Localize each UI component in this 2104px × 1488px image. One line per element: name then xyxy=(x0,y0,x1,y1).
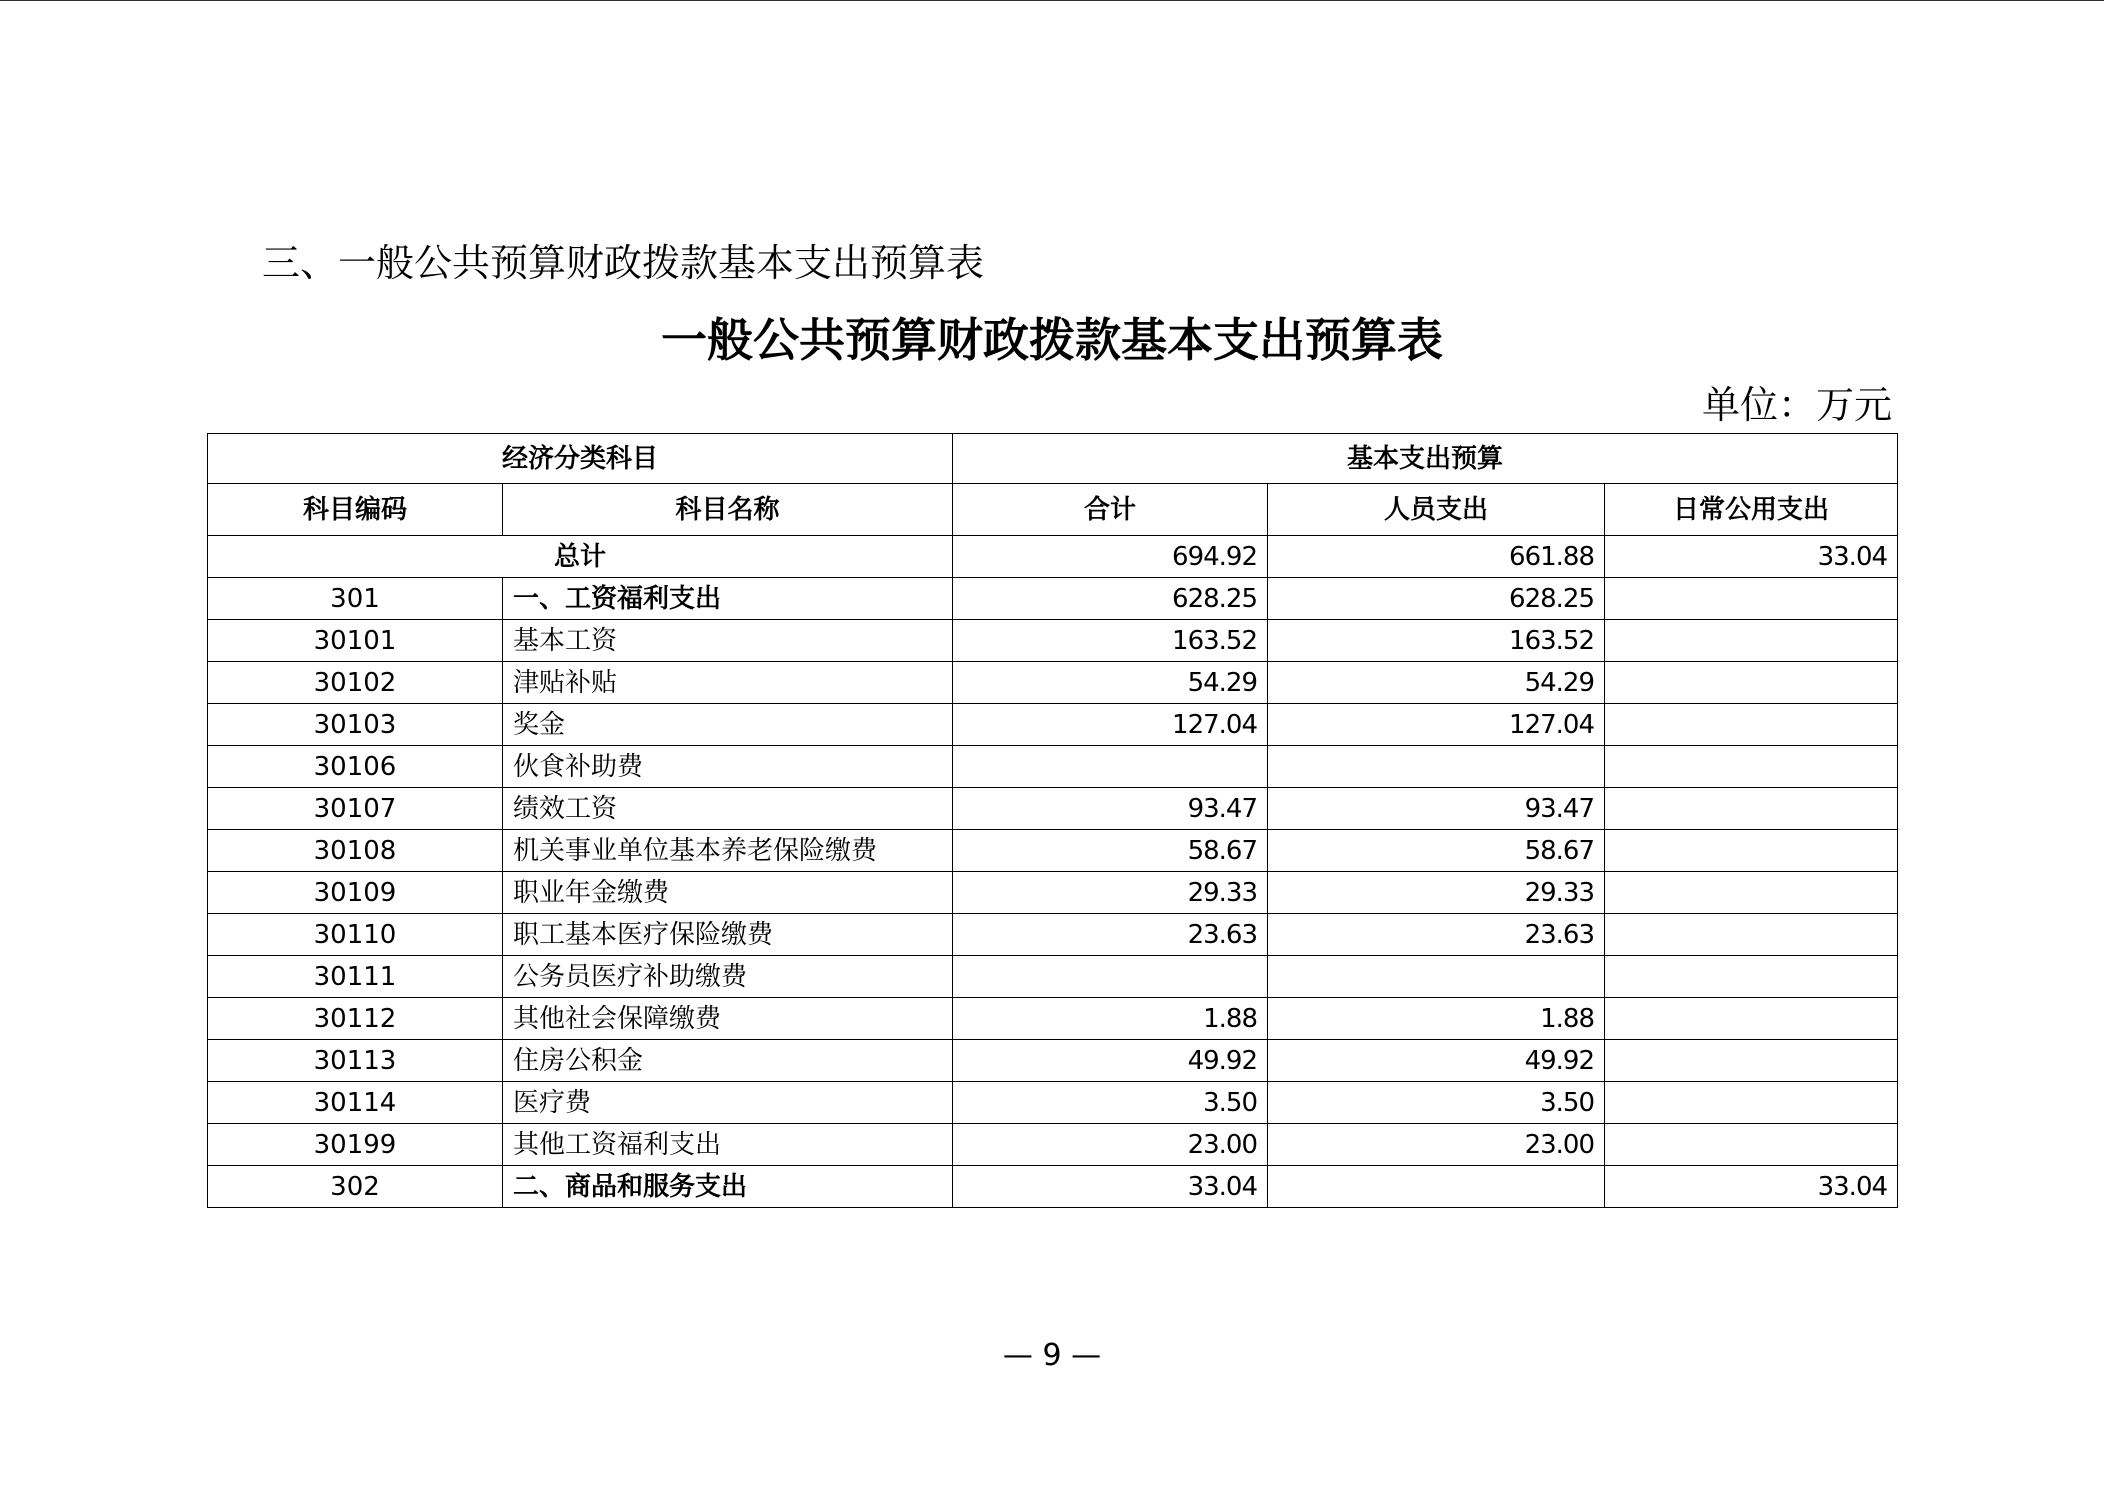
table-row xyxy=(208,704,1898,746)
row-name-cell: 住房公积金 xyxy=(503,1040,953,1082)
table-row xyxy=(208,1082,1898,1124)
row-public-cell xyxy=(1605,704,1898,746)
row-personnel-cell: 58.67 xyxy=(1268,830,1605,872)
table-row xyxy=(208,914,1898,956)
row-total-cell: 93.47 xyxy=(953,788,1268,830)
row-total-cell: 628.25 xyxy=(953,578,1268,620)
total-cell-public: 33.04 xyxy=(1605,536,1898,578)
row-personnel-cell: 49.92 xyxy=(1268,1040,1605,1082)
row-code-cell: 30108 xyxy=(208,830,503,872)
row-personnel-cell xyxy=(1268,1166,1605,1208)
row-name-cell: 一、工资福利支出 xyxy=(503,578,953,620)
row-public-cell xyxy=(1605,956,1898,998)
row-total-cell: 29.33 xyxy=(953,872,1268,914)
row-code-cell: 30111 xyxy=(208,956,503,998)
budget-table xyxy=(207,433,1898,1208)
total-label: 总计 xyxy=(208,536,953,578)
table-column-header-row xyxy=(208,484,1898,536)
row-name-cell: 公务员医疗补助缴费 xyxy=(503,956,953,998)
row-personnel-cell xyxy=(1268,956,1605,998)
row-code-cell: 30113 xyxy=(208,1040,503,1082)
row-code-cell: 30110 xyxy=(208,914,503,956)
section-heading: 三、一般公共预算财政拨款基本支出预算表 xyxy=(262,241,985,285)
row-name-cell: 职业年金缴费 xyxy=(503,872,953,914)
table-row xyxy=(208,830,1898,872)
table-row xyxy=(208,788,1898,830)
row-name-cell: 伙食补助费 xyxy=(503,746,953,788)
row-personnel-cell: 628.25 xyxy=(1268,578,1605,620)
document-title: 一般公共预算财政拨款基本支出预算表 xyxy=(661,313,1443,367)
row-public-cell xyxy=(1605,1082,1898,1124)
row-public-cell xyxy=(1605,788,1898,830)
row-code-cell: 30109 xyxy=(208,872,503,914)
row-code-cell: 301 xyxy=(208,578,503,620)
row-code-cell: 302 xyxy=(208,1166,503,1208)
row-name-cell: 奖金 xyxy=(503,704,953,746)
table-row xyxy=(208,620,1898,662)
table-row xyxy=(208,998,1898,1040)
row-code-cell: 30101 xyxy=(208,620,503,662)
row-total-cell: 23.00 xyxy=(953,1124,1268,1166)
row-total-cell: 23.63 xyxy=(953,914,1268,956)
row-name-cell: 其他社会保障缴费 xyxy=(503,998,953,1040)
table-row xyxy=(208,578,1898,620)
row-total-cell xyxy=(953,956,1268,998)
row-personnel-cell: 127.04 xyxy=(1268,704,1605,746)
row-total-cell: 54.29 xyxy=(953,662,1268,704)
row-public-cell xyxy=(1605,830,1898,872)
row-personnel-cell: 29.33 xyxy=(1268,872,1605,914)
row-code-cell: 30106 xyxy=(208,746,503,788)
page-top-border xyxy=(0,0,2104,1)
unit-label: 单位：万元 xyxy=(1701,383,1892,427)
column-header-code: 科目编码 xyxy=(208,484,503,536)
row-name-cell: 津贴补贴 xyxy=(503,662,953,704)
row-public-cell xyxy=(1605,1124,1898,1166)
table-row xyxy=(208,956,1898,998)
table-group-header-row xyxy=(208,434,1898,484)
column-header-name: 科目名称 xyxy=(503,484,953,536)
row-public-cell xyxy=(1605,1040,1898,1082)
total-cell-total: 694.92 xyxy=(953,536,1268,578)
row-personnel-cell: 54.29 xyxy=(1268,662,1605,704)
group-header-basic-expenditure: 基本支出预算 xyxy=(953,434,1898,484)
row-code-cell: 30112 xyxy=(208,998,503,1040)
row-total-cell: 58.67 xyxy=(953,830,1268,872)
row-total-cell xyxy=(953,746,1268,788)
row-total-cell: 1.88 xyxy=(953,998,1268,1040)
row-personnel-cell: 93.47 xyxy=(1268,788,1605,830)
page-number: — 9 — xyxy=(1002,1338,1102,1373)
row-name-cell: 绩效工资 xyxy=(503,788,953,830)
row-public-cell xyxy=(1605,872,1898,914)
row-personnel-cell: 1.88 xyxy=(1268,998,1605,1040)
row-personnel-cell xyxy=(1268,746,1605,788)
row-name-cell: 其他工资福利支出 xyxy=(503,1124,953,1166)
total-row xyxy=(208,536,1898,578)
group-header-economic-category: 经济分类科目 xyxy=(208,434,953,484)
column-header-public: 日常公用支出 xyxy=(1605,484,1898,536)
row-name-cell: 机关事业单位基本养老保险缴费 xyxy=(503,830,953,872)
row-public-cell xyxy=(1605,578,1898,620)
row-public-cell xyxy=(1605,620,1898,662)
table-row xyxy=(208,1040,1898,1082)
row-public-cell xyxy=(1605,746,1898,788)
row-personnel-cell: 163.52 xyxy=(1268,620,1605,662)
row-total-cell: 49.92 xyxy=(953,1040,1268,1082)
row-public-cell xyxy=(1605,914,1898,956)
row-code-cell: 30107 xyxy=(208,788,503,830)
table-row xyxy=(208,746,1898,788)
row-personnel-cell: 23.63 xyxy=(1268,914,1605,956)
total-cell-personnel: 661.88 xyxy=(1268,536,1605,578)
column-header-personnel: 人员支出 xyxy=(1268,484,1605,536)
row-name-cell: 基本工资 xyxy=(503,620,953,662)
row-total-cell: 163.52 xyxy=(953,620,1268,662)
row-code-cell: 30199 xyxy=(208,1124,503,1166)
row-name-cell: 二、商品和服务支出 xyxy=(503,1166,953,1208)
row-public-cell xyxy=(1605,998,1898,1040)
row-public-cell xyxy=(1605,662,1898,704)
table-row xyxy=(208,872,1898,914)
row-personnel-cell: 23.00 xyxy=(1268,1124,1605,1166)
row-total-cell: 3.50 xyxy=(953,1082,1268,1124)
row-code-cell: 30103 xyxy=(208,704,503,746)
row-name-cell: 职工基本医疗保险缴费 xyxy=(503,914,953,956)
table-row xyxy=(208,1124,1898,1166)
row-total-cell: 127.04 xyxy=(953,704,1268,746)
table-row xyxy=(208,662,1898,704)
table-row xyxy=(208,1166,1898,1208)
column-header-total: 合计 xyxy=(953,484,1268,536)
row-personnel-cell: 3.50 xyxy=(1268,1082,1605,1124)
row-name-cell: 医疗费 xyxy=(503,1082,953,1124)
row-public-cell: 33.04 xyxy=(1605,1166,1898,1208)
row-code-cell: 30102 xyxy=(208,662,503,704)
row-total-cell: 33.04 xyxy=(953,1166,1268,1208)
row-code-cell: 30114 xyxy=(208,1082,503,1124)
